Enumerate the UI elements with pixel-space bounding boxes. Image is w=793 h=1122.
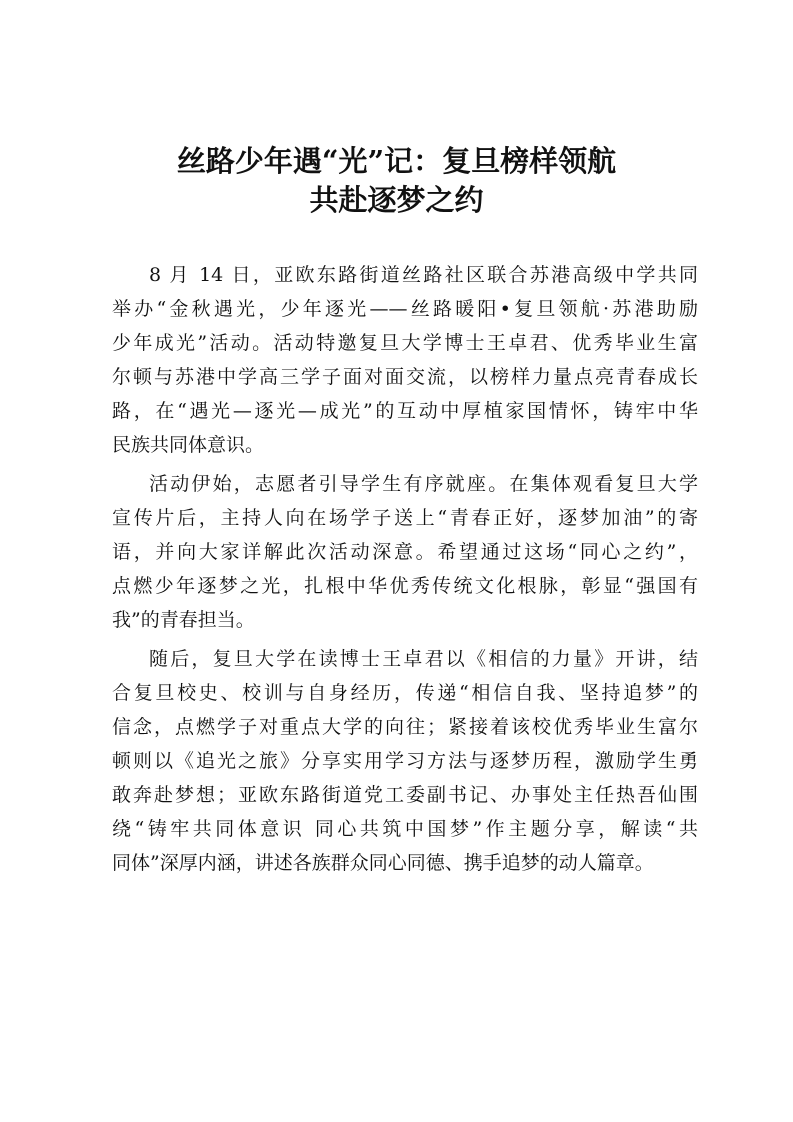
paragraph-1 [112,258,698,462]
paragraph-line: 顿则以《追光之旅》分享实用学习方法与逐梦历程，激励学生勇 [112,750,698,772]
paragraph-line: 信念，点燃学子对重点大学的向往；紧接着该校优秀毕业生富尔 [112,716,698,738]
paragraph-line: 少年成光”活动。活动特邀复旦大学博士王卓君、优秀毕业生富 [112,332,698,354]
paragraph-line: 敢奔赴梦想；亚欧东路街道党工委副书记、办事处主任热吾仙围 [112,784,698,806]
article-title [0,142,793,220]
paragraph-line: 活动伊始，志愿者引导学生有序就座。在集体观看复旦大学 [149,473,698,495]
paragraph-line: 随后，复旦大学在读博士王卓君以《相信的力量》开讲，结 [149,648,698,670]
paragraph-2 [112,467,698,637]
article-body [112,258,698,885]
paragraph-line: 同体”深厚内涵，讲述各族群众同心同德、携手追梦的动人篇章。 [112,852,654,874]
paragraph-line: 举办“金秋遇光，少年逐光——丝路暖阳•复旦领航·苏港助励 [112,298,698,320]
paragraph-line: 宣传片后，主持人向在场学子送上“青春正好，逐梦加油”的寄 [112,507,698,529]
title-line-1: 丝路少年遇“光”记：复旦榜样领航 [176,144,617,178]
title-line-2: 共赴逐梦之约 [309,183,484,217]
paragraph-line: 我”的青春担当。 [112,609,255,631]
paragraph-line: 尔顿与苏港中学高三学子面对面交流，以榜样力量点亮青春成长 [112,366,698,388]
paragraph-line: 合复旦校史、校训与自身经历，传递“相信自我、坚持追梦”的 [112,682,698,704]
paragraph-line: 8 月 14 日，亚欧东路街道丝路社区联合苏港高级中学共同 [149,264,698,286]
paragraph-line: 民族共同体意识。 [112,434,265,456]
paragraph-3 [112,642,698,880]
paragraph-line: 语，并向大家详解此次活动深意。希望通过这场“同心之约”， [112,541,698,563]
paragraph-line: 路，在“遇光—逐光—成光”的互动中厚植家国情怀，铸牢中华 [112,400,698,422]
paragraph-line: 绕“铸牢共同体意识 同心共筑中国梦”作主题分享，解读“共 [112,818,698,840]
paragraph-line: 点燃少年逐梦之光，扎根中华优秀传统文化根脉，彰显“强国有 [112,575,698,597]
